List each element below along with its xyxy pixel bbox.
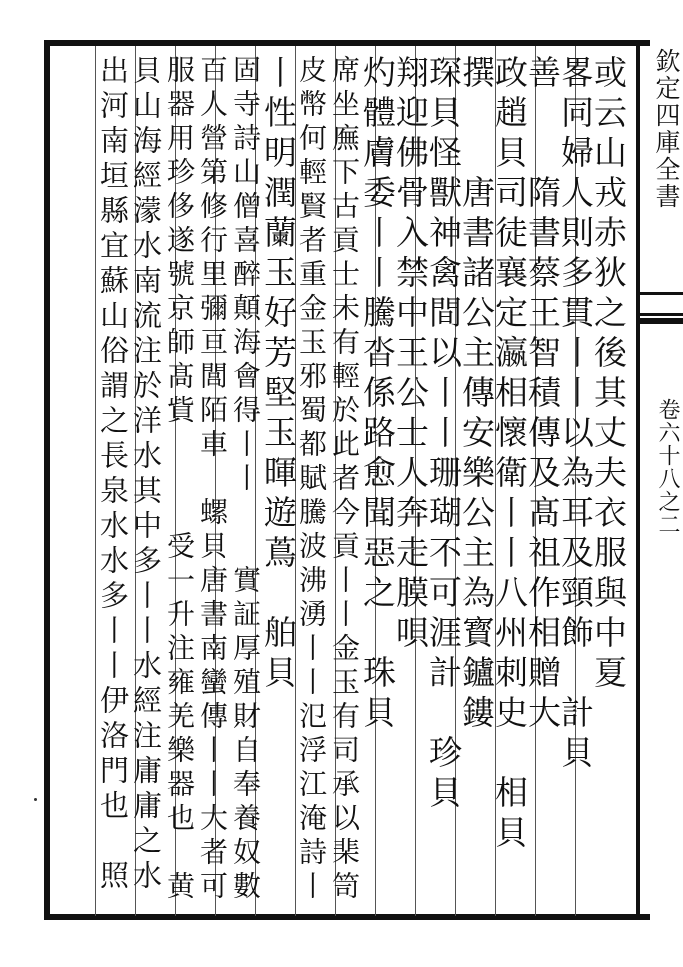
text-column-3: 善 隋書蔡王智積傳及髙祖作相贈大 [523,55,562,735]
fishtail-bar [640,318,683,324]
text-column-15: 貝山海經濛水南流注於洋水其中多丨丨水經注庸庸之水 [129,55,163,895]
text-column-10: 皮幣何輕賢者重金玉邪蜀都賦騰波沸湧丨丨氾浮江淹詩丨 [295,55,328,905]
text-column-12: 固寺詩山僧喜醉顛海會得丨丨 實証厚殖財自奉養奴數 [229,55,262,905]
text-column-14: 服器用珍侈遂號京師髙貲 受一升注雍羌樂器也 黄 [163,55,196,905]
text-column-7: 翔迎佛骨入禁中王公士人奔走膜唄 [391,55,430,655]
ink-speck [34,798,37,801]
text-column-9: 席坐廡下古貢士未有輕於此者今貢丨丨金玉有司承以棐笥 [328,55,361,905]
text-column-8: 灼體膚委丨丨騰沓係路愈聞惡之 珠貝 [358,55,397,735]
text-column-5: 撰 唐書諸公主傳安樂公主為寳鑪鏤 [457,55,496,735]
text-column-1: 或云山戎赤狄之後其丈夫衣服與中夏 [589,55,628,695]
fishtail-mark [640,292,683,316]
text-column-6: 琛貝怪獸神禽間以丨丨珊瑚不可涯計 珍貝 [424,55,463,815]
book-title: 欽定四庫全書 [652,48,681,210]
text-column-11: 丨性明潤蘭玉好芳堅玉暉遊蔦 舶貝 [259,55,298,695]
text-column-16: 出河南垣縣宜蘇山俗謂之長泉水水多丨丨伊洛門也 照 [96,55,130,895]
volume-number: 卷六十八之二 [655,398,680,536]
text-column-13: 百人營第修行里彌亘閭陌車 螺貝唐書南蠻傳丨丨大者可 [196,55,229,905]
text-column-2: 畧同婦人則多貫丨丨以為耳及頸飾 計貝 [556,55,595,775]
text-column-4: 政趙貝司徒襄定瀛相懷衛丨丨八州刺史 相貝 [490,55,529,855]
